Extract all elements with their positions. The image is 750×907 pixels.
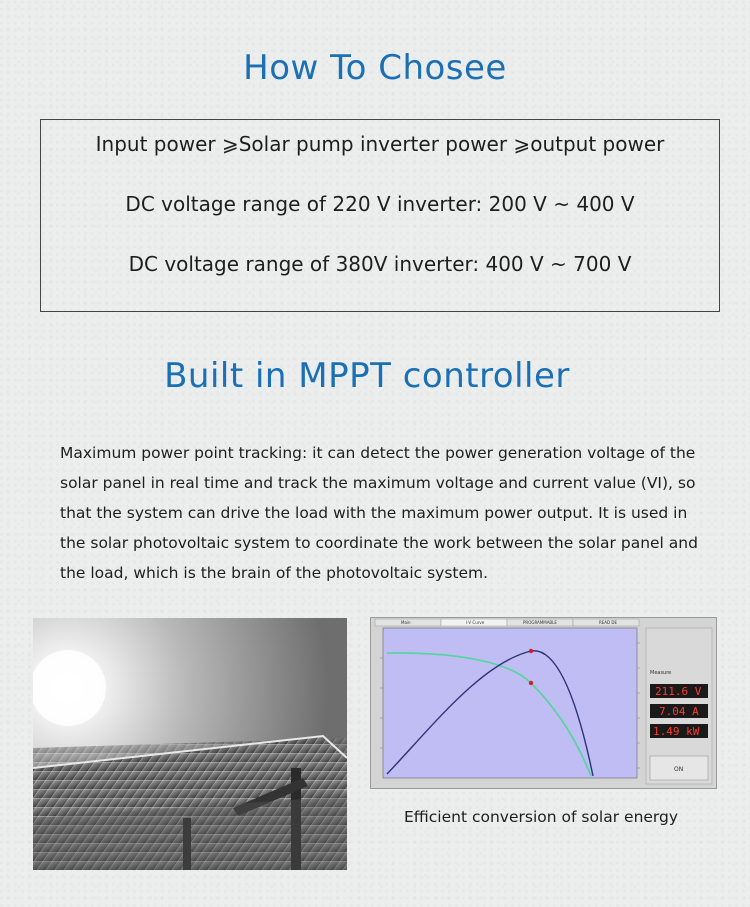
section-title-mppt: Built in MPPT controller <box>164 356 570 396</box>
solar-panel-photo <box>33 618 347 870</box>
section-title-how-to-choose: How To Chosee <box>243 48 507 88</box>
measure-label: Measure <box>650 670 672 676</box>
max-power-point <box>529 649 533 653</box>
mppt-description: Maximum power point tracking: it can detect the power generation voltage of the solar panel in real time and track the maximum voltage and current value (VI), so that the system can drive the load with the maximum power output. It is used in the solar photovoltaic system to coordinate the work between the solar panel and the load, which is the brain of the photovoltaic system. <box>60 444 698 582</box>
power-readout: 1.49 kW <box>653 725 700 738</box>
mppt-iv-curve-screenshot <box>370 617 717 789</box>
tab-programmable-label: PROGRAMMABLE <box>523 620 557 625</box>
plot-area <box>383 628 637 778</box>
criteria-line-380v: DC voltage range of 380V inverter: 400 V ~ 700 V <box>128 252 632 276</box>
tab-iv-curve-label: I-V Curve <box>466 620 485 625</box>
criteria-line-power: Input power ⩾Solar pump inverter power ⩾output power <box>95 132 665 156</box>
voltage-readout: 211.6 V <box>655 685 702 698</box>
current-readout: 7.04 A <box>659 705 699 718</box>
max-current-point <box>529 681 533 685</box>
criteria-line-220v: DC voltage range of 220 V inverter: 200 V ~ 400 V <box>125 192 635 216</box>
image-caption: Efficient conversion of solar energy <box>404 808 679 826</box>
selection-criteria-box <box>40 119 720 312</box>
tab-read-label: READ DE <box>599 620 618 625</box>
tab-main-label: Main <box>401 620 411 625</box>
on-button-label: ON <box>674 766 684 773</box>
